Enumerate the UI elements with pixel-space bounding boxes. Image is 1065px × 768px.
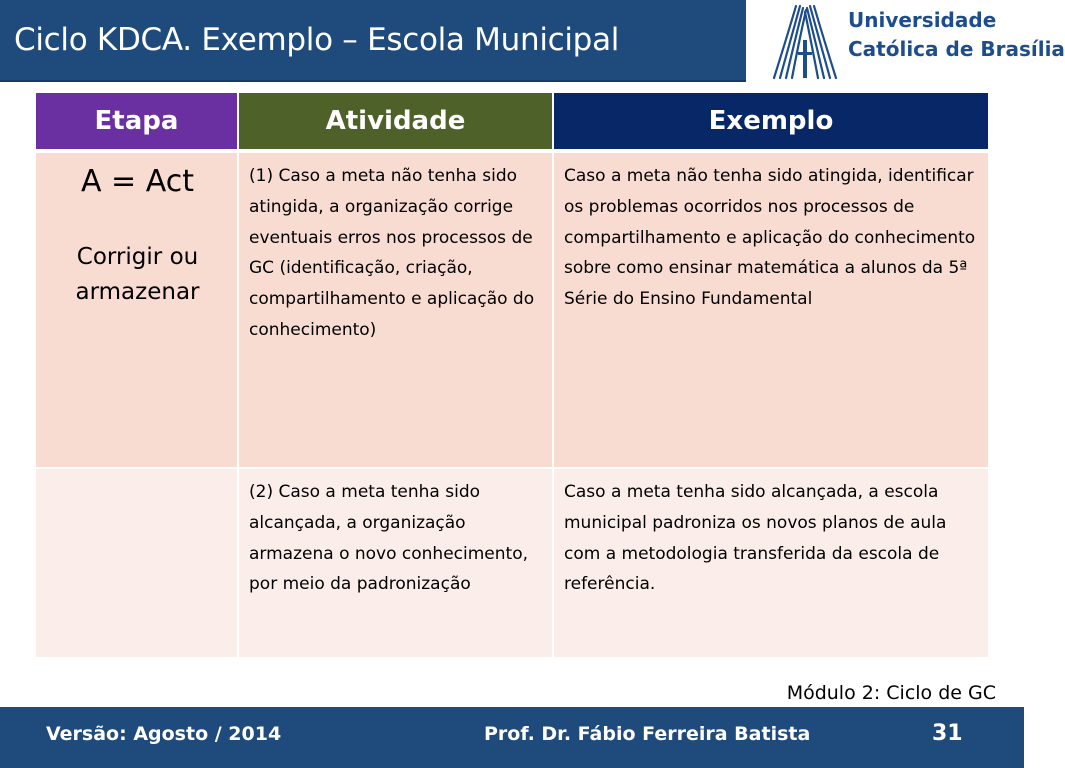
header-exemplo: Exemplo — [553, 93, 988, 151]
table-row — [36, 151, 988, 468]
logo-line-1: Universidade — [848, 8, 997, 32]
university-logo — [762, 0, 1065, 80]
page-number: 31 — [932, 721, 963, 746]
table-header-row — [36, 93, 988, 151]
atividade-cell: (2) Caso a meta tenha sido alcançada, a organização armazena o novo conhecimento, por meio da padronização — [238, 468, 553, 657]
etapa-description: Corrigir ou armazenar — [75, 244, 200, 305]
exemplo-cell: Caso a meta tenha sido alcançada, a escola municipal padroniza os novos planos de aula com a metodologia transferida da escola de referência. — [553, 468, 988, 657]
footer-bar — [0, 707, 1024, 768]
title-bar — [0, 0, 746, 82]
footer-version: Versão: Agosto / 2014 — [46, 723, 282, 745]
etapa-cell-empty — [36, 468, 238, 657]
etapa-cell — [36, 151, 238, 468]
logo-wordmark — [848, 6, 1065, 64]
atividade-cell: (1) Caso a meta não tenha sido atingida, a organização corrige eventuais erros nos processos de GC (identificação, criação, compartilhamento e aplicação do conhecimento) — [238, 151, 553, 468]
logo-line-2: Católica de Brasília — [848, 37, 1065, 61]
etapa-code: A = Act — [81, 164, 194, 199]
kdca-table — [36, 93, 988, 657]
header-atividade: Atividade — [238, 93, 553, 151]
exemplo-cell: Caso a meta não tenha sido atingida, identificar os problemas ocorridos nos processos de compartilhamento e aplicação do conhecimento sobre como ensinar matemática a alunos da 5ª Série do Ensino Fundamental — [553, 151, 988, 468]
slide-title: Ciclo KDCA. Exemplo – Escola Municipal — [14, 22, 620, 58]
module-label: Módulo 2: Ciclo de GC — [786, 682, 996, 704]
table-row — [36, 468, 988, 657]
cathedral-logo-icon — [766, 0, 844, 80]
header-etapa: Etapa — [36, 93, 238, 151]
footer-author: Prof. Dr. Fábio Ferreira Batista — [484, 723, 811, 745]
